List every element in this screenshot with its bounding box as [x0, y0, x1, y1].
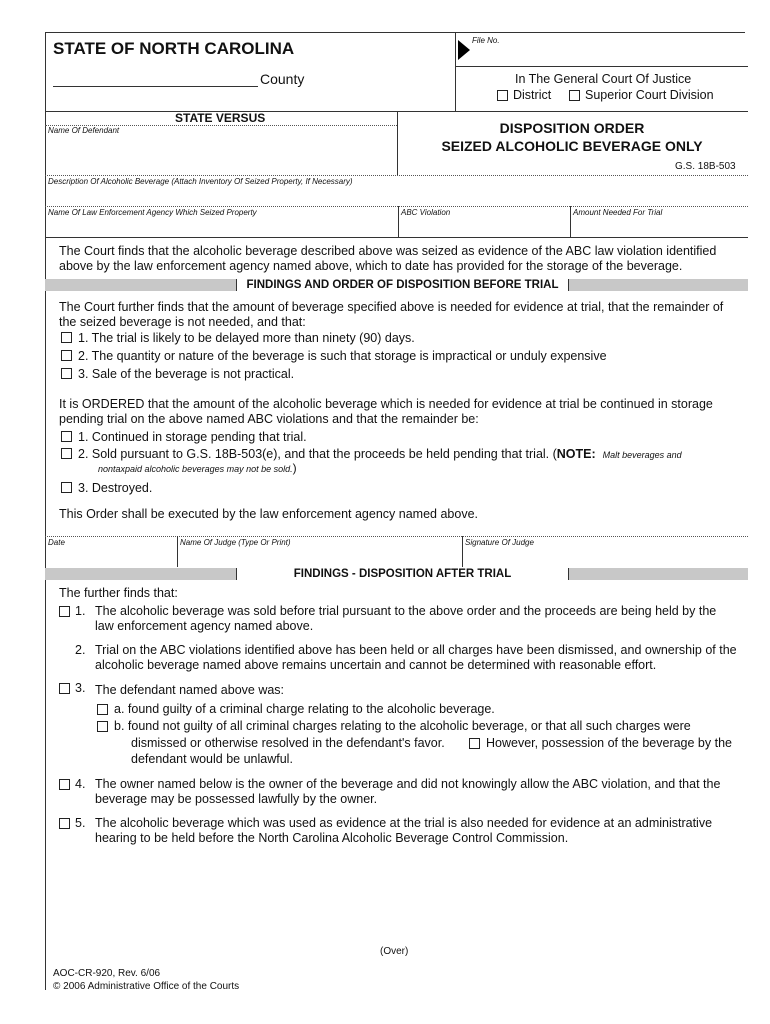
description-label: Description Of Alcoholic Beverage (Attach Inventory Of Seized Property, If Necessary) — [48, 177, 353, 186]
after-4-num: 4. — [75, 777, 86, 791]
amount-divider — [570, 206, 571, 238]
defendant-label: Name Of Defendant — [48, 126, 120, 135]
county-line — [53, 86, 258, 87]
amount-label: Amount Needed For Trial — [573, 208, 663, 217]
copyright: © 2006 Administrative Office of the Courts — [53, 981, 240, 992]
after-3b-line1: b. found not guilty of all criminal charges relating to the alcoholic beverage, or that all such charges were — [114, 719, 691, 733]
header-divider — [455, 32, 456, 112]
after-4-line2: beverage may be possessed lawfully by the owner. — [95, 792, 378, 806]
district-label: District — [513, 88, 552, 102]
after-3b-line3: defendant would be unlawful. — [131, 752, 293, 766]
judge-label: Name Of Judge (Type Or Print) — [180, 538, 291, 547]
note-line-2 — [98, 461, 297, 477]
court-label: In The General Court Of Justice — [515, 72, 692, 86]
district-checkbox[interactable] — [497, 90, 508, 101]
after-5-checkbox[interactable] — [59, 818, 70, 829]
after-5-line1: The alcoholic beverage which was used as evidence at the trial is also needed for evidence at an administrative — [95, 816, 713, 830]
after-3-checkbox[interactable] — [59, 683, 70, 694]
after-5-num: 5. — [75, 816, 86, 830]
order-line-2: pending trial on the above named ABC violations and that the remainder be: — [59, 412, 479, 426]
after-3b-checkbox[interactable] — [97, 721, 108, 732]
over-label: (Over) — [380, 946, 409, 957]
signature-label: Signature Of Judge — [465, 538, 534, 547]
form-title-2: SEIZED ALCOHOLIC BEVERAGE ONLY — [441, 138, 703, 154]
after-1-num: 1. — [75, 604, 86, 618]
order-opt-1-text: 1. Continued in storage pending that trial. — [78, 430, 307, 444]
top-border — [45, 32, 745, 33]
state-title: STATE OF NORTH CAROLINA — [53, 39, 295, 58]
order-opt-2-checkbox[interactable] — [61, 448, 72, 459]
intro-line-1: The Court finds that the alcoholic beverage described above was seized as evidence of the ABC law violation identified — [59, 244, 717, 258]
note-text-2: nontaxpaid alcoholic beverages may not be sold. — [98, 464, 293, 474]
finding-1-checkbox[interactable] — [61, 332, 72, 343]
abc-label: ABC Violation — [401, 208, 451, 217]
signature-row-top — [45, 536, 748, 537]
finding-3-checkbox[interactable] — [61, 368, 72, 379]
superior-label: Superior Court Division — [585, 88, 714, 102]
after-3-num: 3. — [75, 681, 86, 695]
judge-divider — [462, 536, 463, 567]
finding-2-text: 2. The quantity or nature of the beverage is such that storage is impractical or unduly expensive — [78, 349, 607, 363]
after-4-checkbox[interactable] — [59, 779, 70, 790]
description-line — [45, 175, 748, 176]
after-3-line1: The defendant named above was: — [95, 683, 285, 697]
order-line-1: It is ORDERED that the amount of the alcoholic beverage which is needed for evidence at trial be continued in storage — [59, 397, 713, 411]
after-2-line1: Trial on the ABC violations identified above has been held or all charges have been dismissed, and ownership of the — [95, 643, 737, 657]
file-no-label: File No. — [472, 36, 500, 45]
order-opt-2-main: 2. Sold pursuant to G.S. 18B-503(e), and that the proceeds be held pending that trial. ( — [78, 447, 557, 461]
note-text-1: Malt beverages and — [602, 450, 682, 460]
execute-text: This Order shall be executed by the law enforcement agency named above. — [59, 507, 478, 521]
after-2-num: 2. — [75, 643, 86, 657]
note-label: NOTE: — [556, 447, 596, 461]
form-number: AOC-CR-920, Rev. 6/06 — [53, 968, 161, 979]
after-1-line1: The alcoholic beverage was sold before trial pursuant to the above order and the proceeds are being held by the — [95, 604, 717, 618]
order-opt-1-checkbox[interactable] — [61, 431, 72, 442]
date-divider — [177, 536, 178, 567]
form-title-1: DISPOSITION ORDER — [499, 120, 645, 136]
finding-1-text: 1. The trial is likely to be delayed more than ninety (90) days. — [78, 331, 415, 345]
after-3b-line2: dismissed or otherwise resolved in the defendant's favor. — [131, 736, 445, 750]
fields-bottom-line — [45, 237, 748, 238]
after-1-checkbox[interactable] — [59, 606, 70, 617]
however-checkbox[interactable] — [469, 738, 480, 749]
file-no-line — [455, 66, 748, 67]
finding-2-checkbox[interactable] — [61, 350, 72, 361]
agency-label: Name Of Law Enforcement Agency Which Seized Property — [48, 208, 257, 217]
s1-p1-line2: the seized beverage is not needed, and that: — [59, 315, 306, 329]
state-versus: STATE VERSUS — [175, 111, 266, 125]
after-1-line2: law enforcement agency named above. — [95, 619, 314, 633]
statute: G.S. 18B-503 — [675, 161, 736, 172]
note-close: ) — [292, 461, 297, 475]
after-3b-however: However, possession of the beverage by the — [486, 736, 732, 750]
agency-line — [45, 206, 748, 207]
after-3a-text: a. found guilty of a criminal charge relating to the alcoholic beverage. — [114, 702, 495, 716]
after-5-line2: hearing to be held before the North Carolina Alcoholic Beverage Control Commission. — [95, 831, 569, 845]
superior-checkbox[interactable] — [569, 90, 580, 101]
date-label: Date — [48, 538, 65, 547]
after-3a-checkbox[interactable] — [97, 704, 108, 715]
s1-p1-line1: The Court further finds that the amount of beverage specified above is needed for evidence at trial, that the remainder of — [59, 300, 724, 314]
after-2-line2: alcoholic beverage named above remains uncertain and cannot be determined with reasonable effort. — [95, 658, 657, 672]
county-label: County — [260, 71, 305, 87]
after-4-line1: The owner named below is the owner of the beverage and did not knowingly allow the ABC violation, and that the — [95, 777, 721, 791]
finding-3-text: 3. Sale of the beverage is not practical. — [78, 367, 295, 381]
section1-title: FINDINGS AND ORDER OF DISPOSITION BEFORE TRIAL — [236, 279, 569, 291]
section2-title: FINDINGS - DISPOSITION AFTER TRIAL — [236, 568, 569, 580]
intro-line-2: above by the law enforcement agency named above, which to date has provided for the storage of the beverage. — [59, 259, 683, 273]
order-opt-3-text: 3. Destroyed. — [78, 481, 153, 495]
file-arrow-icon — [458, 40, 470, 60]
order-opt-3-checkbox[interactable] — [61, 482, 72, 493]
abc-divider — [398, 206, 399, 238]
further-finds: The further finds that: — [59, 586, 178, 600]
